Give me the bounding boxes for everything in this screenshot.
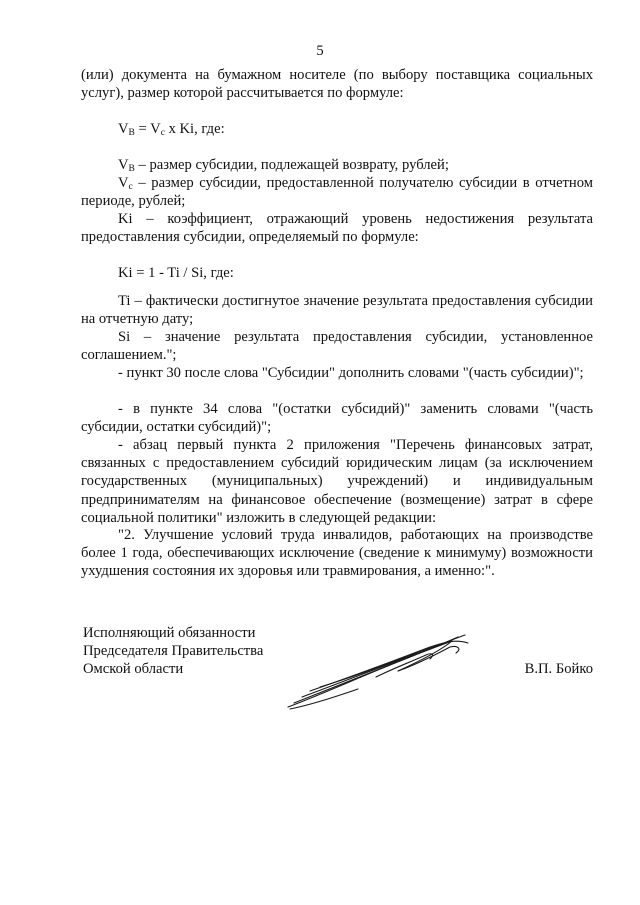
page-number: 5 bbox=[316, 43, 324, 59]
new-wording-paragraph: "2. Улучшение условий труда инвалидов, работающих на производстве более 1 года, обеспечивающих исключение (сведение к минимуму) возможности ухудшения состояния их здоровья или травмирования, а именно:". bbox=[81, 527, 593, 580]
definition-si: Si – значение результата предоставления субсидии, установленное соглашением."; bbox=[81, 329, 593, 364]
signatory-position-line: Исполняющий обязанности bbox=[83, 625, 256, 641]
amendment-annex: - абзац первый пункта 2 приложения "Перечень финансовых затрат, связанных с предоставлением субсидий юридическим лицам (за исключением государственных (муниципальных) учреждений) и индивидуальным предпринимателям на финансовое обеспечение (возмещение) затрат в сфере социальной политики" изложить в следующей редакции: bbox=[81, 437, 593, 526]
signatory-position bbox=[83, 624, 263, 679]
definition-vc: $V_c$ – размер субсидии, предоставленной получателю субсидии в отчетном периоде, рублей; bbox=[81, 175, 593, 210]
signatory-name: В.П. Бойко bbox=[524, 661, 593, 677]
handwritten-signature bbox=[280, 625, 480, 715]
signatory-position-line: Председателя Правительства bbox=[83, 643, 264, 660]
definition-ki: Ki – коэффициент, отражающий уровень недостижения результата предоставления субсидии, определяемый по формуле: bbox=[81, 211, 593, 246]
signatory-position-line: Омской области bbox=[83, 661, 184, 678]
definition-vb: $V_B$ – размер субсидии, подлежащей возврату, рублей; bbox=[118, 157, 449, 174]
amendment-item-34: - в пункте 34 слова "(остатки субсидий)" заменить словами "(часть субсидии, остатки субсидий)"; bbox=[81, 401, 593, 436]
definition-ti: Ti – фактически достигнутое значение результата предоставления субсидии на отчетную дату; bbox=[81, 293, 593, 328]
formula-ki: Ki = 1 - Ti / Si, где: bbox=[118, 265, 234, 281]
intro-paragraph: (или) документа на бумажном носителе (по выбору поставщика социальных услуг), размер которой рассчитывается по формуле: bbox=[81, 67, 593, 102]
formula-vb: $V_B = V_c$ x Ki, где: bbox=[118, 121, 225, 138]
amendment-item-30: - пункт 30 после слова "Субсидии" дополнить словами "(часть субсидии)"; bbox=[118, 365, 584, 381]
